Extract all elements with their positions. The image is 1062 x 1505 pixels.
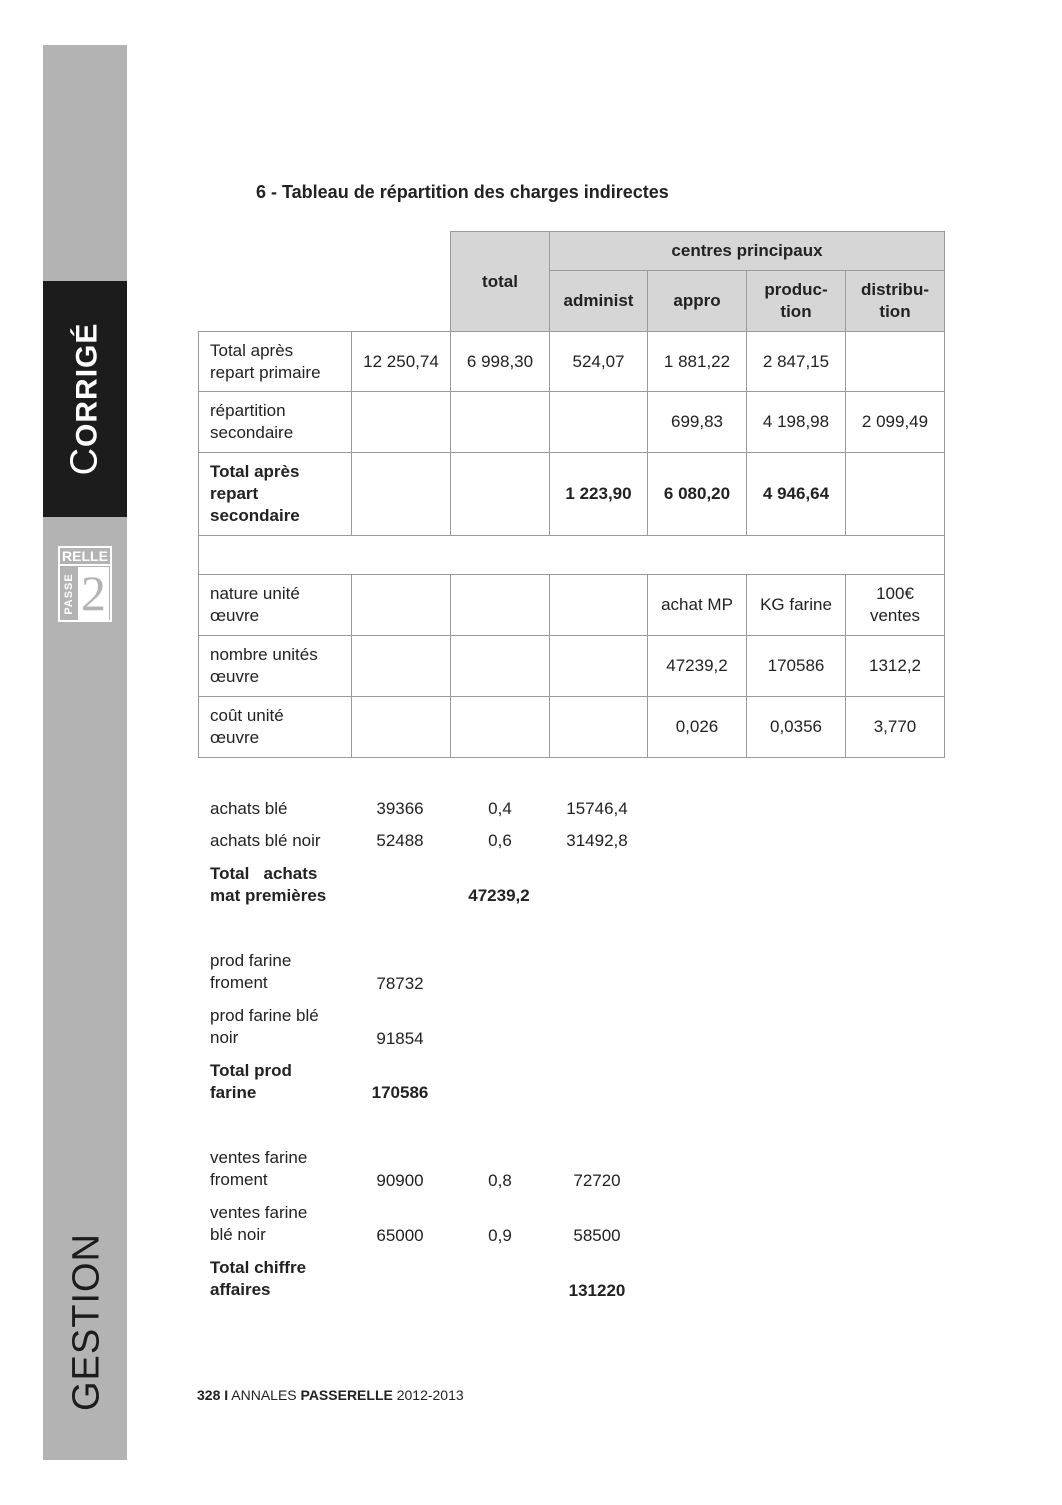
table-cell: [550, 575, 648, 636]
passerelle-logo: [58, 546, 112, 622]
prod-row-label: prod farine blé noir: [210, 1006, 319, 1047]
table-row: [199, 453, 945, 536]
ventes-row-label: ventes farine blé noir: [210, 1203, 308, 1244]
row-label: nombre unités œuvre: [199, 636, 352, 697]
table-cell: [550, 636, 648, 697]
table-cell: 100€ ventes: [846, 575, 945, 636]
table-cell: 170586: [747, 636, 846, 697]
header-total: total: [451, 232, 550, 332]
page-footer: [197, 1387, 464, 1403]
achats-row-qty: 39366: [376, 799, 424, 818]
table-row: [199, 332, 945, 392]
table-cell: 1 881,22: [648, 332, 747, 392]
achats-row-amount: 31492,8: [566, 831, 628, 850]
table-cell: 47239,2: [648, 636, 747, 697]
footer-annales: ANNALES: [231, 1387, 297, 1403]
table-cell: 4 946,64: [747, 453, 846, 536]
spacer-row: [199, 536, 945, 575]
table-cell: 699,83: [648, 392, 747, 453]
table-row: [199, 575, 945, 636]
page-number: 328 I: [197, 1387, 229, 1403]
ventes-row-qty: 90900: [376, 1171, 424, 1190]
achats-row-label: achats blé: [210, 799, 288, 818]
table-cell: 0,026: [648, 697, 747, 758]
table-cell: [352, 392, 451, 453]
table-cell: 1 223,90: [550, 453, 648, 536]
table-cell: [451, 697, 550, 758]
header-column: produc- tion: [747, 271, 846, 332]
ventes-row-amount: 72720: [573, 1171, 621, 1190]
table-cell: [352, 636, 451, 697]
achats-row-price: 0,4: [488, 799, 512, 818]
table-cell: [352, 575, 451, 636]
row-label: Total après repart primaire: [199, 332, 352, 392]
header-column: distribu- tion: [846, 271, 945, 332]
table-row: [199, 392, 945, 453]
table-cell: [352, 697, 451, 758]
footer-brand: PASSERELLE: [300, 1387, 393, 1403]
prod-row-label: prod farine froment: [210, 951, 292, 992]
achats-total-value: 47239,2: [468, 886, 530, 905]
ventes-row-price: 0,9: [488, 1226, 512, 1245]
logo-side-text: PASSE: [63, 573, 75, 615]
table-cell: 0,0356: [747, 697, 846, 758]
table-cell: 524,07: [550, 332, 648, 392]
table-cell: [352, 453, 451, 536]
section-label: GESTION: [65, 1232, 108, 1412]
prod-row-qty: 78732: [376, 974, 424, 993]
table-cell: 4 198,98: [747, 392, 846, 453]
ventes-total-label: Total chiffre affaires: [210, 1258, 307, 1299]
table-cell: achat MP: [648, 575, 747, 636]
row-label: répartition secondaire: [199, 392, 352, 453]
row-label: Total après repart secondaire: [199, 453, 352, 536]
prod-total-label: Total prod farine: [210, 1061, 292, 1102]
repartition-table: [198, 231, 945, 758]
table-cell: 2 099,49: [846, 392, 945, 453]
achats-row-label: achats blé noir: [210, 831, 321, 850]
logo-number: 2: [78, 567, 109, 620]
table-cell: [550, 697, 648, 758]
prod-total-value: 170586: [371, 1083, 429, 1102]
ventes-row-amount: 58500: [573, 1226, 621, 1245]
ventes-row-qty: 65000: [376, 1226, 424, 1245]
ventes-row-price: 0,8: [488, 1171, 512, 1190]
header-column: appro: [648, 271, 747, 332]
table-cell: 2 847,15: [747, 332, 846, 392]
ventes-row-label: ventes farine froment: [210, 1148, 308, 1189]
footer-years: 2012-2013: [396, 1387, 464, 1403]
prod-row-qty: 91854: [376, 1029, 424, 1048]
row-label: nature unité œuvre: [199, 575, 352, 636]
table-cell: 6 998,30: [451, 332, 550, 392]
table-row: [199, 697, 945, 758]
table-cell: [451, 392, 550, 453]
table-cell: [451, 453, 550, 536]
table-cell: [550, 392, 648, 453]
header-centres-principaux: centres principaux: [550, 232, 945, 271]
table-cell: KG farine: [747, 575, 846, 636]
table-cell: [451, 575, 550, 636]
achats-row-amount: 15746,4: [566, 799, 628, 818]
table-cell: [451, 636, 550, 697]
achats-row-price: 0,6: [488, 831, 512, 850]
table-row: [199, 636, 945, 697]
table-cell: 6 080,20: [648, 453, 747, 536]
header-column: administ: [550, 271, 648, 332]
table-cell: 3,770: [846, 697, 945, 758]
logo-top-text: RELLE: [60, 548, 110, 566]
table-cell: 12 250,74: [352, 332, 451, 392]
table-cell: 1312,2: [846, 636, 945, 697]
table-cell: [846, 332, 945, 392]
row-label: coût unité œuvre: [199, 697, 352, 758]
achats-row-qty: 52488: [376, 831, 424, 850]
table-cell: [846, 453, 945, 536]
page-title: 6 - Tableau de répartition des charges indirectes: [256, 182, 669, 202]
ventes-total-value: 131220: [568, 1281, 626, 1300]
corrige-label: CORRIGÉ: [63, 322, 106, 476]
achats-total-label: Total achats mat premières: [210, 864, 327, 905]
